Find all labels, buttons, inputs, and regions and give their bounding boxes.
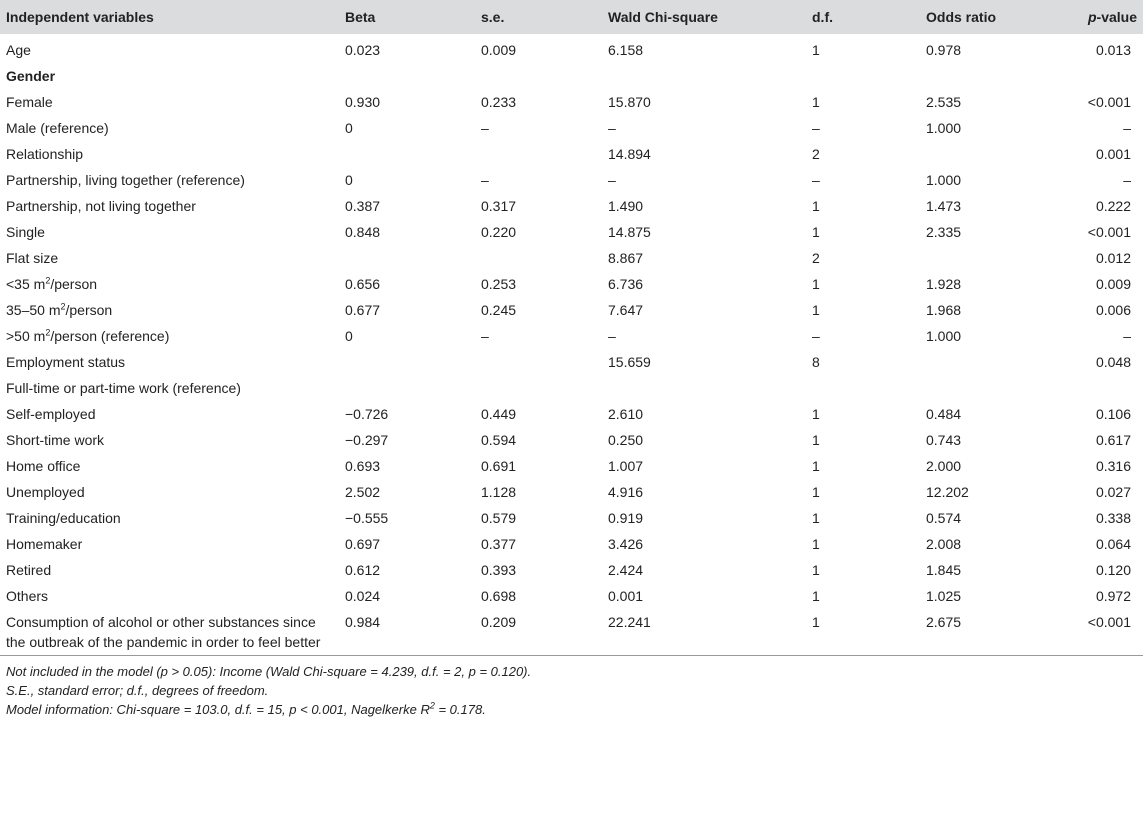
cell-se [475,245,602,271]
cell-df: – [812,120,820,136]
cell-p-value: 0.048 [1095,354,1131,370]
cell-se [475,375,602,401]
cell-se: 0.245 [481,302,517,318]
cell-beta: 0.848 [345,224,381,240]
table-row [0,583,1143,609]
cell-label-text: >50 m [6,328,46,344]
table-row [0,479,1143,505]
cell-odds-ratio [920,375,1068,401]
cell-df: 1 [812,458,820,474]
cell-wald: – [608,120,616,136]
cell-se [475,63,602,89]
cell-label-tail: /person [50,276,98,292]
cell-p-value: 0.338 [1095,510,1131,526]
cell-p-value: – [1123,172,1131,188]
cell-se: 0.691 [481,458,517,474]
cell-beta [339,375,475,401]
cell-se: 0.377 [481,536,517,552]
table-row [0,63,1143,89]
cell-se: 0.009 [481,42,517,58]
cell-beta: 0.387 [345,198,381,214]
cell-label: Single [6,224,45,240]
cell-df: 1 [812,484,820,500]
cell-beta: −0.297 [345,432,389,448]
cell-label: Male (reference) [6,120,109,136]
table-bottom-rule [0,655,1143,656]
cell-beta: 0 [345,120,353,136]
table-row [0,427,1143,453]
cell-p-value: <0.001 [1087,94,1131,110]
note-model-info-tail: = 0.178. [434,702,486,717]
cell-df [806,375,920,401]
cell-odds-ratio: 0.978 [926,42,962,58]
cell-label: Partnership, living together (reference) [6,172,245,188]
cell-odds-ratio: 0.574 [926,510,962,526]
cell-beta [339,63,475,89]
cell-odds-ratio: 1.928 [926,276,962,292]
cell-p-value [1068,375,1143,401]
cell-label: Consumption of alcohol or other substances since the outbreak of the pandemic in order to feel better [6,614,321,650]
cell-beta: 2.502 [345,484,381,500]
cell-wald: 14.894 [608,146,651,162]
table-row [0,323,1143,349]
cell-se [475,141,602,167]
cell-wald: 15.659 [608,354,651,370]
cell-df: 1 [812,42,820,58]
cell-wald: 0.001 [608,588,644,604]
header-p-italic: p [1087,9,1097,25]
cell-beta [339,141,475,167]
cell-wald: 6.158 [608,42,644,58]
cell-label: Gender [6,68,56,84]
table-row [0,193,1143,219]
cell-df: 1 [812,302,820,318]
table-row [0,115,1143,141]
cell-label: Employment status [6,354,126,370]
cell-label-tail: /person (reference) [50,328,170,344]
cell-label: Training/education [6,510,121,526]
cell-wald: 2.610 [608,406,644,422]
cell-label: Home office [6,458,81,474]
cell-df: 1 [812,588,820,604]
cell-se: 0.698 [481,588,517,604]
cell-beta: −0.726 [345,406,389,422]
cell-df: 1 [812,406,820,422]
cell-p-value: 0.120 [1095,562,1131,578]
cell-label: Partnership, not living together [6,198,196,214]
table-row [0,167,1143,193]
cell-df: 8 [812,354,820,370]
cell-wald: 1.490 [608,198,644,214]
cell-se: 0.449 [481,406,517,422]
cell-beta: 0.612 [345,562,381,578]
table-header [0,0,1143,34]
cell-beta: 0.677 [345,302,381,318]
cell-se: 0.233 [481,94,517,110]
cell-label-text: <35 m [6,276,46,292]
cell-wald: 0.250 [608,432,644,448]
cell-p-value: 0.064 [1095,536,1131,552]
cell-label: Flat size [6,250,59,266]
cell-se: 0.579 [481,510,517,526]
cell-se: 0.317 [481,198,517,214]
cell-odds-ratio: 2.535 [926,94,962,110]
table-row [0,89,1143,115]
note-model-info-text: Model information: Chi-square = 103.0, d.f. = 15, p < 0.001, Nagelkerke R [6,702,430,717]
table-row [0,219,1143,245]
cell-label: Others [6,588,49,604]
cell-wald: 2.424 [608,562,644,578]
cell-df: 1 [812,224,820,240]
cell-label: Full-time or part-time work (reference) [6,380,241,396]
cell-label-sup: 2 [45,327,51,338]
table-row [0,557,1143,583]
cell-beta: 0.984 [345,614,381,630]
cell-odds-ratio: 1.845 [926,562,962,578]
cell-label: Relationship [6,146,84,162]
cell-df [806,63,920,89]
cell-se: – [481,328,489,344]
cell-df: 2 [812,250,820,266]
cell-wald: 22.241 [608,614,651,630]
table-row [0,401,1143,427]
cell-wald: 4.916 [608,484,644,500]
cell-p-value: – [1123,328,1131,344]
cell-label: Age [6,42,31,58]
table-row [0,245,1143,271]
cell-label [0,323,339,349]
cell-odds-ratio [920,63,1068,89]
cell-p-value: 0.222 [1095,198,1131,214]
table-row [0,34,1143,63]
cell-se: – [481,172,489,188]
cell-df: 1 [812,510,820,526]
cell-odds-ratio: 2.000 [926,458,962,474]
cell-odds-ratio [920,349,1068,375]
cell-wald: 6.736 [608,276,644,292]
cell-label-text: 35–50 m [6,302,61,318]
note-model-info-sup: 2 [429,700,435,711]
table-body [0,34,1143,655]
cell-df: 2 [812,146,820,162]
table-row [0,271,1143,297]
cell-wald: – [608,328,616,344]
cell-df: 1 [812,94,820,110]
cell-wald [602,63,806,89]
cell-wald: 0.919 [608,510,644,526]
cell-se: – [481,120,489,136]
cell-se: 0.594 [481,432,517,448]
header-wald-chi-square: Wald Chi-square [608,9,718,25]
cell-wald: 8.867 [608,250,644,266]
table-row [0,375,1143,401]
cell-beta: 0.023 [345,42,381,58]
cell-p-value: 0.009 [1095,276,1131,292]
cell-df: 1 [812,614,820,630]
cell-df: 1 [812,562,820,578]
cell-wald: 15.870 [608,94,651,110]
cell-se: 0.393 [481,562,517,578]
cell-p-value: 0.013 [1095,42,1131,58]
cell-beta: 0 [345,172,353,188]
cell-beta: −0.555 [345,510,389,526]
header-row [0,0,1143,34]
cell-p-value: 0.001 [1095,146,1131,162]
cell-p-value: 0.972 [1095,588,1131,604]
cell-wald: 3.426 [608,536,644,552]
cell-label: Unemployed [6,484,85,500]
cell-se: 1.128 [481,484,517,500]
cell-beta: 0 [345,328,353,344]
cell-odds-ratio: 1.473 [926,198,962,214]
cell-p-value: <0.001 [1087,614,1131,630]
header-independent-variables: Independent variables [6,9,154,25]
cell-odds-ratio: 1.968 [926,302,962,318]
cell-se: 0.253 [481,276,517,292]
header-beta: Beta [345,9,376,25]
cell-df: – [812,328,820,344]
header-se: s.e. [481,9,505,25]
cell-wald: 14.875 [608,224,651,240]
cell-beta: 0.697 [345,536,381,552]
cell-beta: 0.656 [345,276,381,292]
note-abbreviations: S.E., standard error; d.f., degrees of freedom. [6,683,269,698]
header-p-suffix: -value [1096,9,1137,25]
cell-p-value: 0.027 [1095,484,1131,500]
cell-se [475,349,602,375]
cell-odds-ratio: 1.000 [926,172,962,188]
table-notes [0,662,1143,719]
cell-odds-ratio: 1.025 [926,588,962,604]
cell-beta: 0.693 [345,458,381,474]
cell-odds-ratio: 1.000 [926,328,962,344]
cell-label: Homemaker [6,536,83,552]
cell-p-value: 0.106 [1095,406,1131,422]
cell-wald: – [608,172,616,188]
table-row [0,141,1143,167]
cell-odds-ratio [920,245,1068,271]
table-row [0,297,1143,323]
cell-df: – [812,172,820,188]
cell-odds-ratio: 12.202 [926,484,969,500]
cell-label: Short-time work [6,432,105,448]
cell-df: 1 [812,432,820,448]
header-p-value [1068,0,1143,34]
table-row [0,349,1143,375]
cell-wald: 1.007 [608,458,644,474]
cell-p-value [1068,63,1143,89]
table-row [0,531,1143,557]
table-row [0,453,1143,479]
cell-label: Retired [6,562,52,578]
cell-wald [602,375,806,401]
cell-label [0,271,339,297]
cell-beta [339,245,475,271]
note-not-included: Not included in the model (p > 0.05): Income (Wald Chi-square = 4.239, d.f. = 2, p = 0.120). [6,664,532,679]
cell-p-value: – [1123,120,1131,136]
cell-wald: 7.647 [608,302,644,318]
cell-label-tail: /person [65,302,113,318]
cell-odds-ratio: 2.335 [926,224,962,240]
cell-df: 1 [812,276,820,292]
cell-odds-ratio: 0.743 [926,432,962,448]
cell-odds-ratio [920,141,1068,167]
cell-se: 0.220 [481,224,517,240]
cell-odds-ratio: 0.484 [926,406,962,422]
cell-p-value: 0.012 [1095,250,1131,266]
cell-p-value: 0.316 [1095,458,1131,474]
cell-odds-ratio: 2.675 [926,614,962,630]
note-model-info [6,700,1143,719]
cell-label-sup: 2 [45,275,51,286]
cell-df: 1 [812,536,820,552]
cell-se: 0.209 [481,614,517,630]
cell-label [0,297,339,323]
header-df: d.f. [812,9,833,25]
cell-beta [339,349,475,375]
header-odds-ratio: Odds ratio [926,9,997,25]
cell-label-sup: 2 [60,301,66,312]
cell-beta: 0.930 [345,94,381,110]
table-row [0,609,1143,655]
cell-beta: 0.024 [345,588,381,604]
cell-p-value: 0.006 [1095,302,1131,318]
cell-label: Female [6,94,53,110]
table-row [0,505,1143,531]
cell-odds-ratio: 2.008 [926,536,962,552]
cell-p-value: <0.001 [1087,224,1131,240]
cell-p-value: 0.617 [1095,432,1131,448]
cell-odds-ratio: 1.000 [926,120,962,136]
cell-df: 1 [812,198,820,214]
cell-label: Self-employed [6,406,96,422]
